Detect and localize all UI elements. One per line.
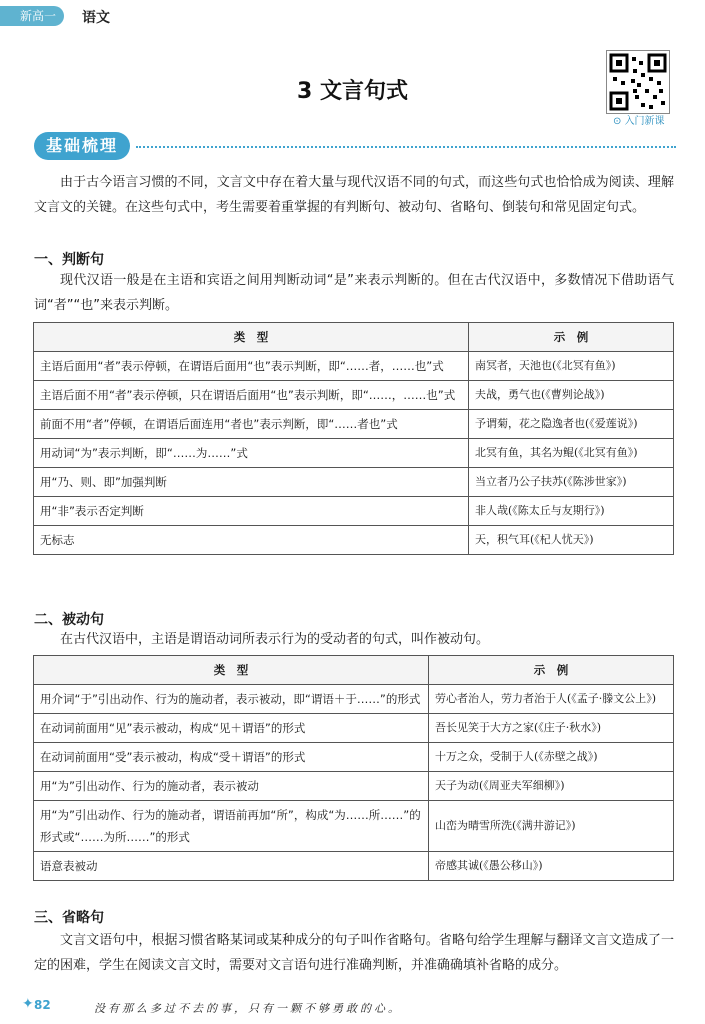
table-row	[34, 468, 674, 497]
type-cell: 前面不用“者”停顿，在谓语后面连用“者也”表示判断，即“……者也”式	[34, 410, 469, 439]
sec1-desc: 现代汉语一般是在主语和宾语之间用判断动词“是”来表示判断的。但在古代汉语中，多数情况下借助语气词“者”“也”来表示判断。	[34, 273, 674, 313]
table-row	[34, 801, 674, 852]
sec1-heading: 一、判断句	[34, 252, 104, 268]
qr-label: ⊙ 入门新课	[613, 116, 665, 127]
type-cell: 用“为”引出动作、行为的施动者，表示被动	[34, 772, 429, 801]
example-cell: 当立者乃公子扶苏(《陈涉世家》)	[469, 468, 674, 497]
footer-motto: 没有那么多过不去的事，只有一颗不够勇敢的心。	[94, 1002, 402, 1015]
example-cell: 天子为动(《周亚夫军细柳》)	[429, 772, 674, 801]
col-example-header: 示 例	[469, 323, 674, 352]
example-cell: 北冥有鱼，其名为鲲(《北冥有鱼》)	[469, 439, 674, 468]
page-number: 82	[34, 998, 51, 1012]
intro-paragraph: 由于古今语言习惯的不同，文言文中存在着大量与现代汉语不同的句式，而这些句式也恰恰成为阅读、理解文言文的关键。在这些句式中，考生需要着重掌握的有判断句、被动句、省略句、倒装句和常见固定句式。	[34, 175, 674, 215]
example-cell: 吾长见笑于大方之家(《庄子·秋水》)	[429, 714, 674, 743]
table-header-row	[34, 656, 674, 685]
type-cell: 用动词“为”表示判断，即“……为……”式	[34, 439, 469, 468]
table-row	[34, 714, 674, 743]
type-cell: 用“为”引出动作、行为的施动者，谓语前再加“所”，构成“为……所……”的形式或“……为所……”的形式	[34, 801, 429, 852]
example-cell: 山峦为晴雪所洗(《满井游记》)	[429, 801, 674, 852]
sec2-heading: 二、被动句	[34, 612, 104, 628]
table-row	[34, 685, 674, 714]
type-cell: 主语后面不用“者”表示停顿，只在谓语后面用“也”表示判断，即“……，……也”式	[34, 381, 469, 410]
table-row	[34, 772, 674, 801]
col-type-header: 类 型	[34, 323, 469, 352]
example-cell: 十万之众，受制于人(《赤壁之战》)	[429, 743, 674, 772]
section-divider	[136, 146, 676, 148]
table-row	[34, 852, 674, 881]
star-icon: ✦	[22, 996, 34, 1012]
table-row	[34, 743, 674, 772]
example-cell: 夫战，勇气也(《曹刿论战》)	[469, 381, 674, 410]
table-row	[34, 381, 674, 410]
example-cell: 劳心者治人，劳力者治于人(《孟子·滕文公上》)	[429, 685, 674, 714]
grade-badge: 新高一	[0, 6, 64, 26]
type-cell: 主语后面用“者”表示停顿，在谓语后面用“也”表示判断，即“……者，……也”式	[34, 352, 469, 381]
example-cell: 帝感其诚(《愚公移山》)	[429, 852, 674, 881]
table-row	[34, 410, 674, 439]
passive-table	[33, 655, 674, 881]
type-cell: 用“乃、则、即”加强判断	[34, 468, 469, 497]
qr-code-icon[interactable]	[606, 50, 670, 114]
type-cell: 语意表被动	[34, 852, 429, 881]
qr-label-text: 入门新课	[624, 116, 665, 127]
sec3-desc: 文言文语句中，根据习惯省略某词或某种成分的句子叫作省略句。省略句给学生理解与翻译文言文造成了一定的困难，学生在阅读文言文时，需要对文言语句进行准确判断，并准确确填补省略的成分。	[34, 933, 674, 973]
subject-label: 语文	[82, 10, 110, 26]
col-type-header: 类 型	[34, 656, 429, 685]
col-example-header: 示 例	[429, 656, 674, 685]
example-cell: 南冥者，天池也(《北冥有鱼》)	[469, 352, 674, 381]
section-badge: 基础梳理	[34, 132, 130, 160]
sec3-heading: 三、省略句	[34, 910, 104, 926]
type-cell: 用介词“于”引出动作、行为的施动者，表示被动，即“谓语＋于……”的形式	[34, 685, 429, 714]
table-row	[34, 439, 674, 468]
table-row	[34, 352, 674, 381]
sec2-desc: 在古代汉语中，主语是谓语动词所表示行为的受动者的句式，叫作被动句。	[60, 632, 490, 647]
type-cell: 无标志	[34, 526, 469, 555]
table-row	[34, 497, 674, 526]
example-cell: 非人哉(《陈太丘与友期行》)	[469, 497, 674, 526]
type-cell: 在动词前面用“见”表示被动，构成“见＋谓语”的形式	[34, 714, 429, 743]
type-cell: 在动词前面用“受”表示被动，构成“受＋谓语”的形式	[34, 743, 429, 772]
table-header-row	[34, 323, 674, 352]
page-title: 3 文言句式	[297, 79, 408, 104]
example-cell: 予谓菊，花之隐逸者也(《爱莲说》)	[469, 410, 674, 439]
type-cell: 用“非”表示否定判断	[34, 497, 469, 526]
table-row	[34, 526, 674, 555]
example-cell: 天，积气耳(《杞人忧天》)	[469, 526, 674, 555]
judgment-table	[33, 322, 674, 555]
